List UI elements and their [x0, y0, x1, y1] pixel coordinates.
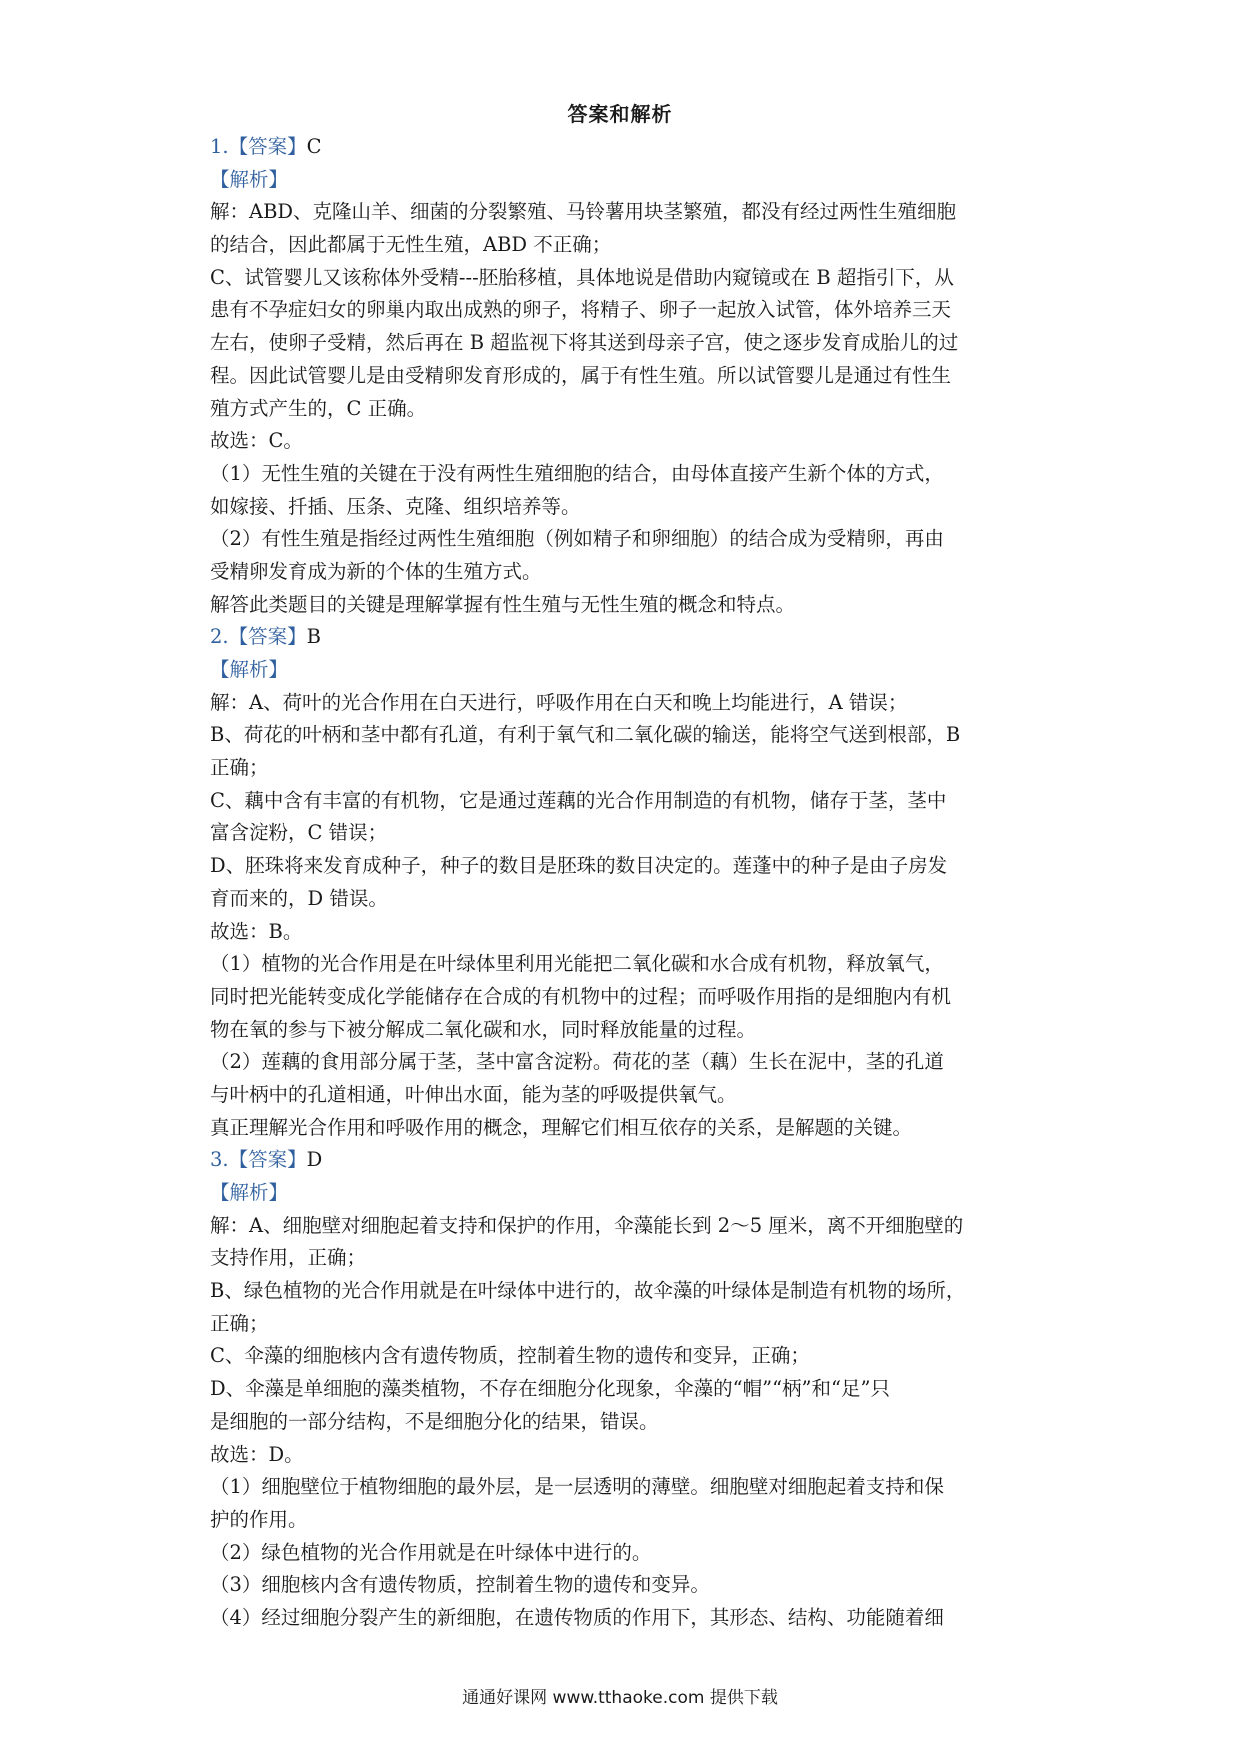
text-segment: C、伞藻的细胞核内含有遗传物质，控制着生物的遗传和变异，正确；	[210, 1344, 810, 1368]
text-line	[210, 948, 1040, 981]
answer-marker: 2.【答案】	[210, 625, 307, 649]
text-segment: 物在氧的参与下被分解成二氧化碳和水，同时释放能量的过程。	[210, 1017, 757, 1041]
text-line	[210, 1079, 1040, 1112]
answer-marker: 1.【答案】	[210, 135, 307, 158]
text-segment: 故选：D。	[210, 1442, 304, 1466]
text-line	[210, 1144, 1040, 1177]
text-line	[210, 164, 1040, 197]
text-segment: D	[306, 1148, 323, 1172]
text-segment: C、试管婴儿又该称体外受精---胚胎移植，具体地说是借助内窥镜或在 B 超指引下，从	[210, 265, 954, 289]
text-line	[210, 262, 1040, 295]
text-line	[210, 327, 1040, 360]
text-line	[210, 523, 1040, 556]
text-segment: 解：A、荷叶的光合作用在白天进行，呼吸作用在白天和晚上均能进行，A 错误；	[210, 690, 908, 714]
text-segment: 是细胞的一部分结构，不是细胞分化的结果，错误。	[210, 1409, 659, 1433]
text-segment: （2）有性生殖是指经过两性生殖细胞（例如精子和卵细胞）的结合成为受精卵，再由	[210, 527, 944, 551]
text-line	[210, 1046, 1040, 1079]
text-segment: 富含淀粉，C 错误；	[210, 821, 388, 845]
text-segment: （1）植物的光合作用是在叶绿体里利用光能把二氧化碳和水合成有机物，释放氧气，	[210, 952, 944, 976]
text-line	[210, 1602, 1040, 1635]
text-segment: D、胚珠将来发育成种子，种子的数目是胚珠的数目决定的。莲蓬中的种子是由子房发	[210, 854, 948, 878]
text-line	[210, 1340, 1040, 1373]
text-segment: 正确；	[210, 1311, 269, 1335]
text-segment: 程。因此试管婴儿是由受精卵发育形成的，属于有性生殖。所以试管婴儿是通过有性生	[210, 363, 952, 387]
text-line	[210, 1210, 1040, 1243]
text-segment: （4）经过细胞分裂产生的新细胞，在遗传物质的作用下，其形态、结构、功能随着细	[210, 1605, 944, 1629]
text-line	[210, 425, 1040, 458]
text-segment: B、荷花的叶柄和茎中都有孔道，有利于氧气和二氧化碳的输送，能将空气送到根部，B	[210, 723, 961, 747]
text-line	[210, 1504, 1040, 1537]
text-line	[210, 687, 1040, 720]
text-segment: （1）无性生殖的关键在于没有两性生殖细胞的结合，由母体直接产生新个体的方式，	[210, 461, 944, 485]
text-line	[210, 785, 1040, 818]
text-line	[210, 1406, 1040, 1439]
text-segment: （2）莲藕的食用部分属于茎，茎中富含淀粉。荷花的茎（藕）生长在泥中，茎的孔道	[210, 1050, 944, 1074]
text-segment: （2）绿色植物的光合作用就是在叶绿体中进行的。	[210, 1540, 652, 1564]
text-segment: 同时把光能转变成化学能储存在合成的有机物中的过程；而呼吸作用指的是细胞内有机	[210, 984, 952, 1008]
text-line	[210, 654, 1040, 687]
text-segment: （1）细胞壁位于植物细胞的最外层，是一层透明的薄壁。细胞壁对细胞起着支持和保	[210, 1475, 944, 1499]
text-segment: 解答此类题目的关键是理解掌握有性生殖与无性生殖的概念和特点。	[210, 592, 796, 616]
text-segment: 左右，使卵子受精，然后再在 B 超监视下将其送到母亲子宫，使之逐步发育成胎儿的过	[210, 331, 959, 355]
text-segment: 解：ABD、克隆山羊、细菌的分裂繁殖、马铃薯用块茎繁殖，都没有经过两性生殖细胞	[210, 200, 957, 224]
text-line	[210, 458, 1040, 491]
text-segment: 受精卵发育成为新的个体的生殖方式。	[210, 559, 542, 583]
text-line	[210, 1014, 1040, 1047]
text-line	[210, 1471, 1040, 1504]
text-line	[210, 752, 1040, 785]
answer-marker: 【解析】	[210, 1181, 289, 1204]
text-line	[210, 1242, 1040, 1275]
document-body	[210, 131, 1040, 1635]
text-segment: D、伞藻是单细胞的藻类植物，不存在细胞分化现象，伞藻的“帽”“柄”和“足”只	[210, 1377, 890, 1401]
text-line	[210, 1275, 1040, 1308]
text-line	[210, 1308, 1040, 1341]
text-line	[210, 556, 1040, 589]
text-line	[210, 719, 1040, 752]
text-segment: B	[306, 625, 321, 649]
text-segment: 与叶柄中的孔道相通，叶伸出水面，能为茎的呼吸提供氧气。	[210, 1082, 737, 1106]
text-line	[210, 621, 1040, 654]
text-segment: 真正理解光合作用和呼吸作用的概念，理解它们相互依存的关系，是解题的关键。	[210, 1115, 913, 1139]
text-line	[210, 1177, 1040, 1210]
text-segment: 正确；	[210, 756, 269, 780]
answer-marker: 3.【答案】	[210, 1148, 307, 1172]
text-line	[210, 589, 1040, 622]
text-segment: 护的作用。	[210, 1507, 308, 1531]
text-segment: C、藕中含有丰富的有机物，它是通过莲藕的光合作用制造的有机物，储存于茎，茎中	[210, 788, 947, 812]
text-segment: 如嫁接、扦插、压条、克隆、组织培养等。	[210, 494, 581, 518]
text-segment: C	[306, 135, 322, 158]
answer-marker: 【解析】	[210, 658, 289, 681]
text-segment: 患有不孕症妇女的卵巢内取出成熟的卵子，将精子、卵子一起放入试管，体外培养三天	[210, 298, 952, 322]
text-segment: （3）细胞核内含有遗传物质，控制着生物的遗传和变异。	[210, 1573, 710, 1597]
text-line	[210, 916, 1040, 949]
text-line	[210, 294, 1040, 327]
text-line	[210, 360, 1040, 393]
text-line	[210, 196, 1040, 229]
text-segment: 殖方式产生的，C 正确。	[210, 396, 427, 420]
page-footer: 通通好课网 www.tthaoke.com 提供下载	[462, 1688, 778, 1708]
text-segment: 支持作用，正确；	[210, 1246, 367, 1270]
text-line	[210, 1439, 1040, 1472]
text-line	[210, 981, 1040, 1014]
text-segment: 育而来的，D 错误。	[210, 886, 388, 910]
text-segment: 故选：C。	[210, 429, 303, 453]
text-line	[210, 850, 1040, 883]
text-segment: 的结合，因此都属于无性生殖，ABD 不正确；	[210, 233, 612, 257]
text-line	[210, 131, 1040, 164]
text-line	[210, 1373, 1040, 1406]
page-title: 答案和解析	[567, 102, 673, 126]
text-line	[210, 817, 1040, 850]
text-line	[210, 1537, 1040, 1570]
text-line	[210, 883, 1040, 916]
text-line	[210, 229, 1040, 262]
text-segment: B、绿色植物的光合作用就是在叶绿体中进行的，故伞藻的叶绿体是制造有机物的场所，	[210, 1279, 966, 1303]
text-line	[210, 491, 1040, 524]
answer-marker: 【解析】	[210, 167, 289, 191]
text-line	[210, 393, 1040, 426]
text-line	[210, 1569, 1040, 1602]
text-segment: 解：A、细胞壁对细胞起着支持和保护的作用，伞藻能长到 2～5 厘米，离不开细胞壁的	[210, 1213, 964, 1237]
text-line	[210, 1112, 1040, 1145]
text-segment: 故选：B。	[210, 919, 303, 943]
